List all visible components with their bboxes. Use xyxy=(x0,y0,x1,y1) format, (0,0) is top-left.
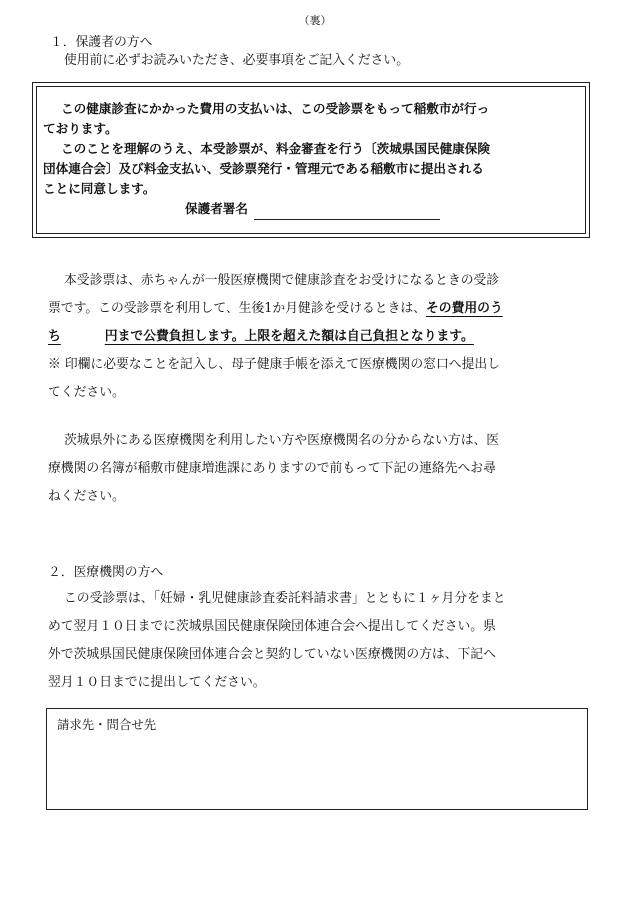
paragraph1-line-1: 本受診票は、赤ちゃんが一般医療機関で健康診査をお受けになるときの受診 xyxy=(64,273,500,288)
section2-line-3: 外で茨城県国民健康保険団体連合会と契約していない医療機関の方は、下記へ xyxy=(48,647,496,662)
note-line-1: ※ 印欄に必要なことを記入し、母子健康手帳を添えて医療機関の窓口へ提出し xyxy=(48,357,500,372)
subsidy-emphasis-cont: ち xyxy=(48,329,61,344)
consent-line-1: この健康診査にかかった費用の支払いは、この受診票をもって稲敷市が行っ xyxy=(61,101,490,116)
signature-line[interactable] xyxy=(254,206,440,220)
section2-line-4: 翌月１０日までに提出してください。 xyxy=(48,675,266,690)
paragraph2-line-1: 茨城県外にある医療機関を利用したい方や医療機関名の分からない方は、医 xyxy=(64,433,500,448)
consent-line-3: このことを理解のうえ、本受診票が、料金審査を行う〔茨城県国民健康保険 xyxy=(61,141,490,156)
consent-line-5: ことに同意します。 xyxy=(43,181,156,196)
paragraph2-line-2: 療機関の名簿が稲敷市健康増進課にありますので前もって下記の連絡先へお尋 xyxy=(48,461,496,476)
subsidy-emphasis-end: 円まで公費負担します。上限を超えた額は自己負担となります。 xyxy=(104,329,474,344)
consent-box xyxy=(36,86,586,234)
paragraph1-line-2-text: 票です。この受診票を利用して、生後1か月健診を受けるときは、 xyxy=(48,301,426,316)
signature-label: 保護者署名 xyxy=(185,201,248,216)
page-side-label: （裏） xyxy=(298,14,332,27)
subsidy-emphasis-start: その費用のう xyxy=(425,301,503,316)
section1-intro: 使用前に必ずお読みいただき、必要事項をご記入ください。 xyxy=(64,53,410,68)
contact-box xyxy=(46,708,588,810)
consent-line-2: ております。 xyxy=(43,121,118,136)
paragraph2-line-3: ねください。 xyxy=(48,489,125,504)
section2-line-2: めて翌月１０日までに茨城県国民健康保険団体連合会へ提出してください。県 xyxy=(48,619,496,634)
section2-line-1: この受診票は、「妊婦・乳児健康診査委託料請求書」とともに１ヶ月分をまと xyxy=(64,591,506,606)
consent-line-4: 団体連合会〕及び料金支払い、受診票発行・管理元である稲敷市に提出される xyxy=(43,161,484,176)
paragraph1-line-2 xyxy=(48,296,503,322)
note-line-2: てください。 xyxy=(48,385,125,400)
section1-heading: １．保護者の方へ xyxy=(50,35,153,50)
section2-heading: ２．医療機関の方へ xyxy=(48,565,164,580)
signature-row xyxy=(185,199,440,220)
paragraph1-line-3 xyxy=(48,324,474,350)
contact-box-label: 請求先・問合せ先 xyxy=(57,717,157,732)
